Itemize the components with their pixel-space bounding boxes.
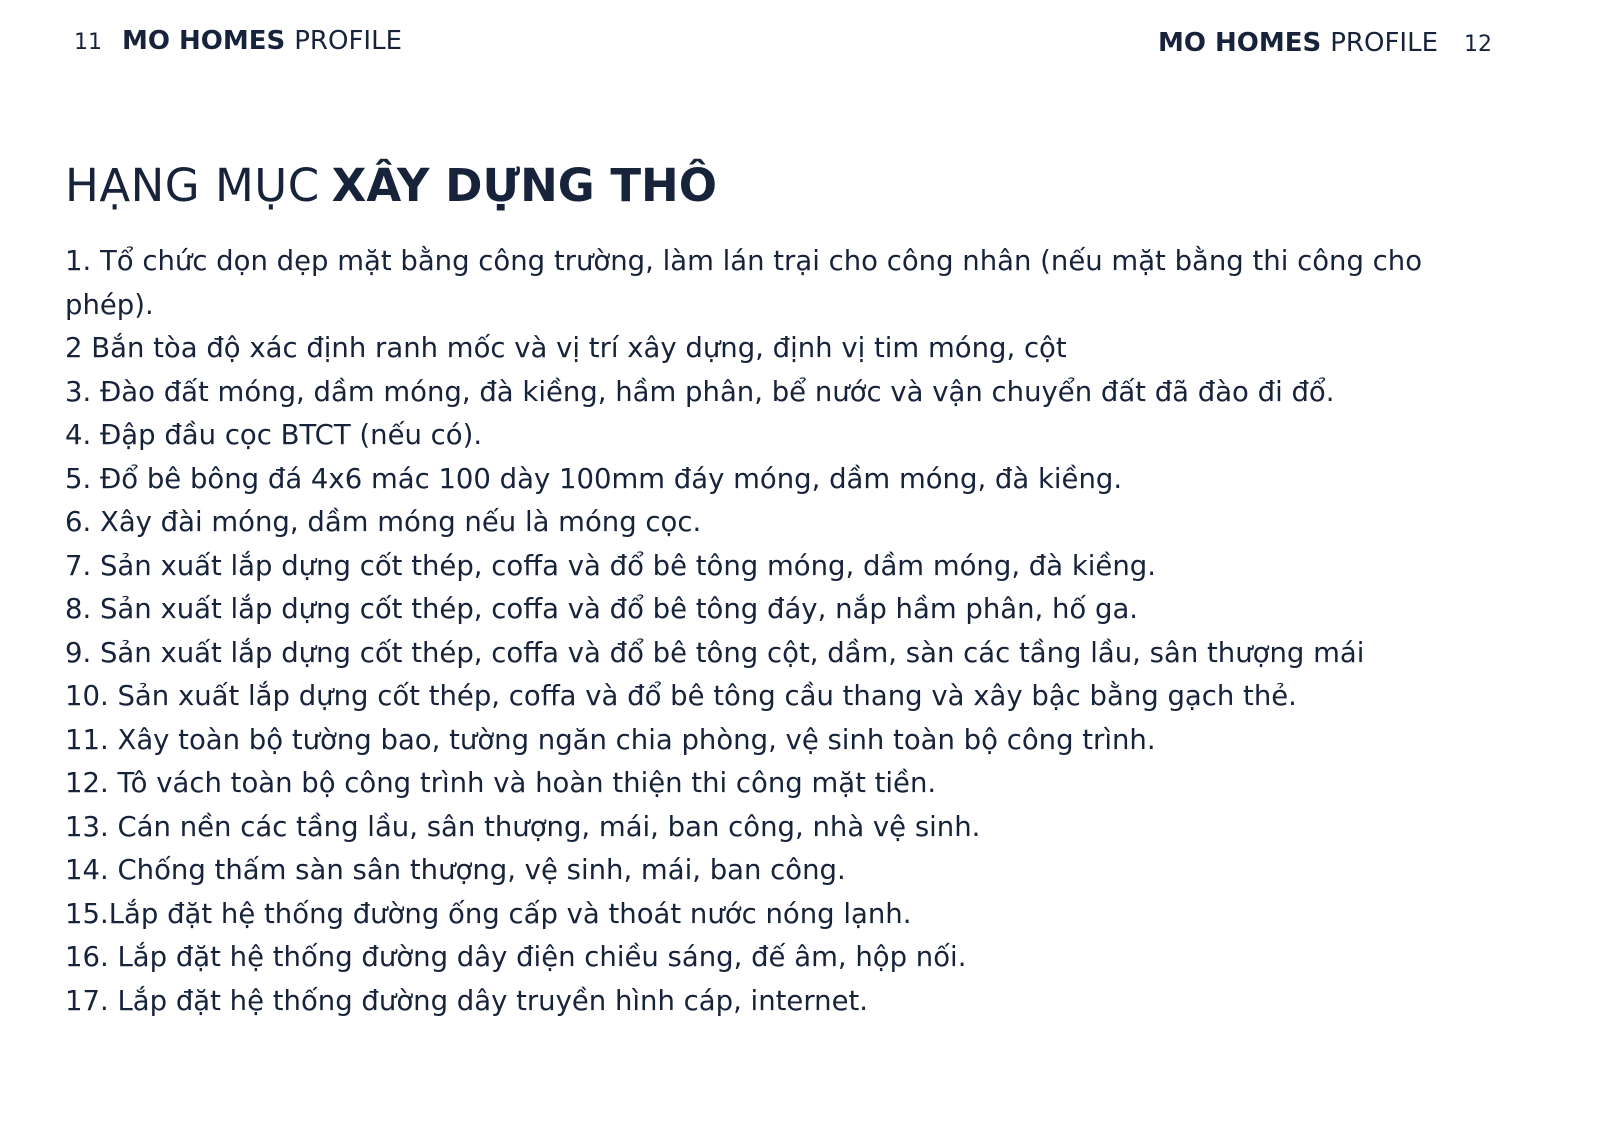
list-item: 10. Sản xuất lắp dựng cốt thép, coffa và đổ bê tông cầu thang và xây bậc bằng gạch thẻ. — [65, 680, 1297, 712]
list-item: 9. Sản xuất lắp dựng cốt thép, coffa và đổ bê tông cột, dầm, sàn các tầng lầu, sân thượng mái — [65, 636, 1365, 669]
section-title — [65, 158, 717, 214]
list-item: 11. Xây toàn bộ tường bao, tường ngăn chia phòng, vệ sinh toàn bộ công trình. — [65, 723, 1156, 756]
construction-items-list — [65, 240, 1485, 1023]
list-item: 16. Lắp đặt hệ thống đường dây điện chiều sáng, đế âm, hộp nối. — [65, 941, 967, 973]
left-brand-name: MO HOMES — [122, 26, 286, 56]
right-page-header — [1158, 28, 1492, 58]
list-item: 4. Đập đầu cọc BTCT (nếu có). — [65, 419, 483, 451]
left-page-header — [74, 26, 402, 56]
section-title-light: HẠNG MỤC — [65, 159, 320, 212]
list-item: 5. Đổ bê bông đá 4x6 mác 100 dày 100mm đáy móng, dầm móng, đà kiềng. — [65, 462, 1123, 495]
list-item: 17. Lắp đặt hệ thống đường dây truyền hình cáp, internet. — [65, 984, 869, 1017]
list-item: 12. Tô vách toàn bộ công trình và hoàn thiện thi công mặt tiền. — [65, 767, 937, 799]
list-item: 14. Chống thấm sàn sân thượng, vệ sinh, mái, ban công. — [65, 854, 846, 886]
section-title-bold: XÂY DỰNG THÔ — [331, 159, 717, 212]
right-brand-name: MO HOMES — [1158, 28, 1322, 58]
right-page-number: 12 — [1464, 32, 1492, 57]
list-item: 15.Lắp đặt hệ thống đường ống cấp và thoát nước nóng lạnh. — [65, 897, 912, 930]
list-item: 3. Đào đất móng, dầm móng, đà kiềng, hầm phân, bể nước và vận chuyển đất đã đào đi đổ. — [65, 375, 1335, 408]
list-item: 2 Bắn tòa độ xác định ranh mốc và vị trí xây dựng, định vị tim móng, cột — [65, 332, 1067, 364]
list-item: 1. Tổ chức dọn dẹp mặt bằng công trường, làm lán trại cho công nhân (nếu mặt bằng thi công cho phép). — [65, 245, 1423, 321]
list-item: 7. Sản xuất lắp dựng cốt thép, coffa và đổ bê tông móng, dầm móng, đà kiềng. — [65, 549, 1156, 582]
list-item: 13. Cán nền các tầng lầu, sân thượng, mái, ban công, nhà vệ sinh. — [65, 810, 981, 843]
list-item: 6. Xây đài móng, dầm móng nếu là móng cọc. — [65, 506, 702, 538]
left-brand-suffix: PROFILE — [294, 26, 402, 56]
right-brand-suffix: PROFILE — [1330, 28, 1438, 58]
left-page-number: 11 — [74, 30, 102, 55]
list-item: 8. Sản xuất lắp dựng cốt thép, coffa và đổ bê tông đáy, nắp hầm phân, hố ga. — [65, 593, 1139, 625]
